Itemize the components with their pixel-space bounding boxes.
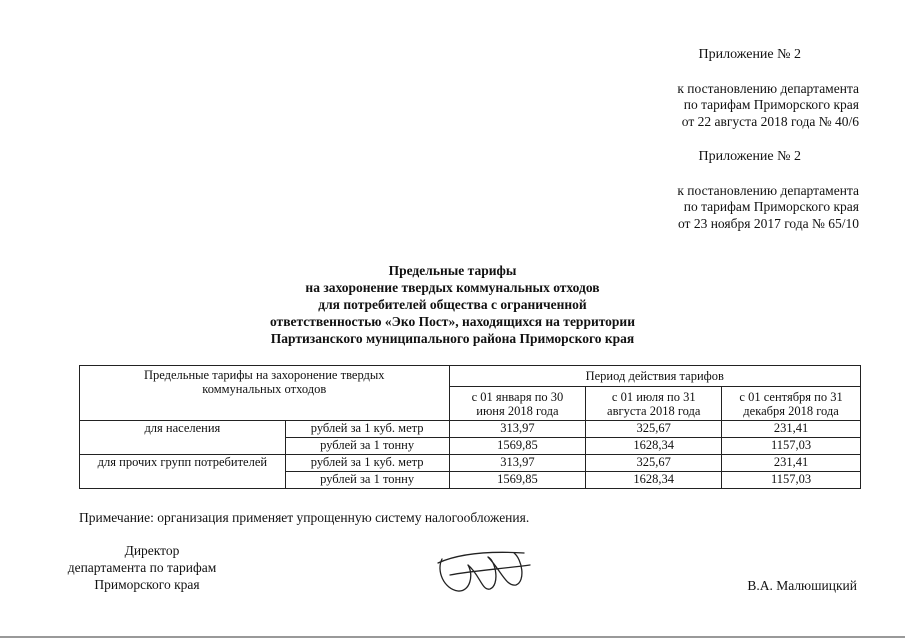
heading-line: Партизанского муниципального района Приморского края (270, 331, 635, 346)
table-header-tariffs: Предельные тарифы на захоронение твердых коммунальных отходов (80, 366, 450, 421)
signatory-title-line: департамента по тарифам (67, 560, 217, 575)
value-cell: 1157,03 (722, 438, 861, 455)
appendix-line: от 23 ноября 2017 года № 65/10 (677, 215, 859, 231)
value-cell: 313,97 (449, 455, 586, 472)
value-cell: 325,67 (586, 421, 722, 438)
table-row (80, 421, 861, 438)
unit-cell: рублей за 1 куб. метр (285, 455, 449, 472)
signatory-title-line: Приморского края (94, 577, 200, 592)
table-header-period: Период действия тарифов (449, 366, 860, 387)
value-cell: 1628,34 (586, 438, 722, 455)
heading-line: на захоронение твердых коммунальных отходов (305, 280, 600, 295)
period-header: с 01 января по 30 июня 2018 года (449, 387, 586, 421)
period-header: с 01 сентября по 31 декабря 2018 года (722, 387, 861, 421)
tax-note: Примечание: организация применяет упрощенную систему налогообложения. (79, 510, 530, 525)
unit-cell: рублей за 1 тонну (285, 438, 449, 455)
value-cell: 1157,03 (722, 472, 861, 489)
appendix-line: к постановлению департамента (677, 80, 859, 96)
table-header-row (80, 366, 861, 387)
appendix-line: по тарифам Приморского края (683, 97, 859, 112)
value-cell: 313,97 (449, 421, 586, 438)
appendix-block-previous (677, 149, 859, 232)
table-row (80, 455, 861, 472)
document-heading (0, 262, 905, 347)
signatory-name: В.А. Малюшицкий (747, 578, 857, 593)
heading-line: Предельные тарифы (388, 263, 517, 278)
page-edge-line (0, 636, 905, 638)
value-cell: 231,41 (722, 455, 861, 472)
signatory-title-line: Директор (124, 543, 180, 558)
appendix-title: Приложение № 2 (698, 47, 801, 62)
consumer-group: для населения (80, 421, 286, 455)
appendix-line: по тарифам Приморского края (683, 199, 859, 214)
appendix-block-current (677, 47, 859, 130)
consumer-group: для прочих групп потребителей (80, 455, 286, 489)
value-cell: 325,67 (586, 455, 722, 472)
unit-cell: рублей за 1 куб. метр (285, 421, 449, 438)
appendix-title: Приложение № 2 (698, 149, 801, 164)
value-cell: 1628,34 (586, 472, 722, 489)
unit-cell: рублей за 1 тонну (285, 472, 449, 489)
value-cell: 1569,85 (449, 438, 586, 455)
value-cell: 231,41 (722, 421, 861, 438)
handwritten-signature (430, 545, 540, 602)
signatory-title (52, 542, 252, 593)
heading-line: для потребителей общества с ограниченной (318, 297, 587, 312)
heading-line: ответственностью «Эко Пост», находящихся на территории (269, 314, 635, 329)
value-cell: 1569,85 (449, 472, 586, 489)
period-header: с 01 июля по 31 августа 2018 года (586, 387, 722, 421)
appendix-line: от 22 августа 2018 года № 40/6 (681, 113, 859, 129)
appendix-line: к постановлению департамента (677, 182, 859, 198)
tariffs-table (79, 365, 861, 489)
